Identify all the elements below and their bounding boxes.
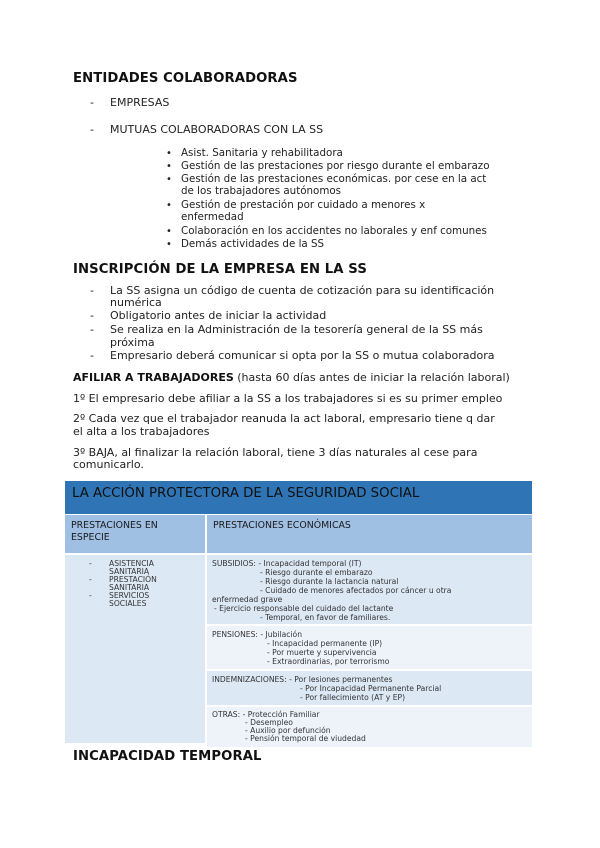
list-item: MUTUAS COLABORADORAS CON LA SS — [110, 123, 324, 136]
pensiones-cell — [207, 626, 532, 669]
otras-line: - Desempleo — [245, 718, 293, 727]
paragraph: 3º BAJA, al finalizar la relación laboral, tiene 3 días naturales al cese para — [73, 446, 478, 459]
table-header-especie — [65, 515, 205, 553]
list-item: Gestión de prestación por cuidado a menores x — [181, 199, 426, 211]
otras-line: - Auxilio por defunción — [245, 726, 331, 735]
otras-cell — [207, 707, 532, 747]
bullet-dot: • — [166, 239, 172, 250]
header-especie-label: PRESTACIONES EN ESPECIE — [71, 520, 158, 543]
otras-line: OTRAS: - Protección Familiar — [212, 710, 320, 719]
dash-bullet: - — [90, 309, 94, 322]
indemnizaciones-cell — [207, 671, 532, 705]
afiliar-heading-line — [73, 371, 510, 384]
list-item: EMPRESAS — [110, 96, 170, 109]
table-title: LA ACCIÓN PROTECTORA DE LA SEGURIDAD SOCIAL — [72, 486, 420, 501]
pensiones-line: - Extraordinarias, por terrorismo — [267, 657, 390, 666]
dash-bullet: - — [90, 123, 94, 136]
dash-bullet: - — [90, 323, 94, 336]
list-item: Gestión de las prestaciones por riesgo durante el embarazo — [181, 160, 490, 172]
especie-item: ASISTENCIA — [109, 559, 154, 568]
bullet-dot: • — [166, 226, 172, 237]
list-item-continuation: de los trabajadores autónomos — [181, 185, 342, 197]
bullet-dot: • — [166, 174, 172, 185]
subsidios-line: SUBSIDIOS: - Incapacidad temporal (IT) — [212, 559, 362, 568]
paragraph-continuation: comunicarlo. — [73, 458, 144, 471]
bullet-dot: • — [166, 161, 172, 172]
especie-item: PRESTACIÓN — [109, 575, 157, 584]
heading-entidades: ENTIDADES COLABORADORAS — [73, 71, 298, 86]
table-header-economicas — [207, 515, 532, 553]
dash-bullet: - — [90, 284, 94, 297]
pensiones-line: PENSIONES: - Jubilación — [212, 630, 303, 639]
subsidios-line: - Riesgo durante el embarazo — [260, 568, 373, 577]
afiliar-subtitle: (hasta 60 días antes de iniciar la relación laboral) — [233, 371, 510, 384]
especie-item: SANITARIA — [109, 583, 150, 592]
list-item: Demás actividades de la SS — [181, 238, 325, 250]
dash-bullet: - — [90, 349, 94, 362]
indemnizaciones-line: - Por fallecimiento (AT y EP) — [300, 693, 406, 702]
especie-item: SERVICIOS — [109, 591, 150, 600]
pensiones-line: - Por muerte y supervivencia — [267, 648, 377, 657]
bullet-dot: • — [166, 200, 172, 211]
paragraph: 2º Cada vez que el trabajador reanuda la act laboral, empresario tiene q dar — [73, 412, 495, 425]
otras-line: - Pensión temporal de viudedad — [245, 734, 366, 743]
paragraph: 1º El empresario debe afiliar a la SS a los trabajadores si es su primer empleo — [73, 392, 503, 405]
heading-inscripcion: INSCRIPCIÓN DE LA EMPRESA EN LA SS — [73, 262, 367, 277]
header-economicas-label: PRESTACIONES ECONÓMICAS — [213, 520, 351, 531]
especie-cell — [65, 555, 205, 743]
afiliar-title: AFILIAR A TRABAJADORES — [73, 371, 234, 384]
list-item: Se realiza en la Administración de la tesorería general de la SS más — [110, 323, 483, 336]
pensiones-line: - Incapacidad permanente (IP) — [267, 639, 383, 648]
list-item: Obligatorio antes de iniciar la actividad — [110, 309, 327, 322]
list-item: Empresario deberá comunicar si opta por la SS o mutua colaboradora — [110, 349, 495, 362]
indemnizaciones-line: - Por Incapacidad Permanente Parcial — [300, 684, 442, 693]
bullet-dot: • — [166, 148, 172, 159]
subsidios-line: - Temporal, en favor de familiares. — [260, 613, 391, 622]
list-item: Asist. Sanitaria y rehabilitadora — [181, 147, 343, 159]
subsidios-line: - Ejercicio responsable del cuidado del lactante — [214, 604, 394, 613]
dash-bullet: - — [89, 559, 92, 568]
dash-bullet: - — [89, 591, 92, 600]
table-title-row — [65, 481, 532, 514]
subsidios-line: enfermedad grave — [212, 595, 283, 604]
list-item-continuation: enfermedad — [181, 211, 244, 223]
subsidios-line: - Cuidado de menores afectados por cáncer u otra — [260, 586, 452, 595]
indemnizaciones-line: INDEMNIZACIONES: - Por lesiones permanentes — [212, 675, 393, 684]
list-item: Colaboración en los accidentes no laborales y enf comunes — [181, 225, 487, 237]
especie-item: SOCIALES — [109, 599, 147, 608]
heading-incapacidad: INCAPACIDAD TEMPORAL — [73, 749, 262, 764]
list-item: La SS asigna un código de cuenta de cotización para su identificación — [110, 284, 495, 297]
dash-bullet: - — [90, 96, 94, 109]
dash-bullet: - — [89, 575, 92, 584]
subsidios-line: - Riesgo durante la lactancia natural — [260, 577, 399, 586]
paragraph-continuation: el alta a los trabajadores — [73, 425, 210, 438]
list-item: Gestión de las prestaciones económicas. por cese en la act — [181, 173, 487, 185]
list-item-continuation: numérica — [110, 296, 162, 309]
subsidios-cell — [207, 555, 532, 624]
especie-item: SANITARIA — [109, 567, 150, 576]
list-item-continuation: próxima — [110, 336, 155, 349]
